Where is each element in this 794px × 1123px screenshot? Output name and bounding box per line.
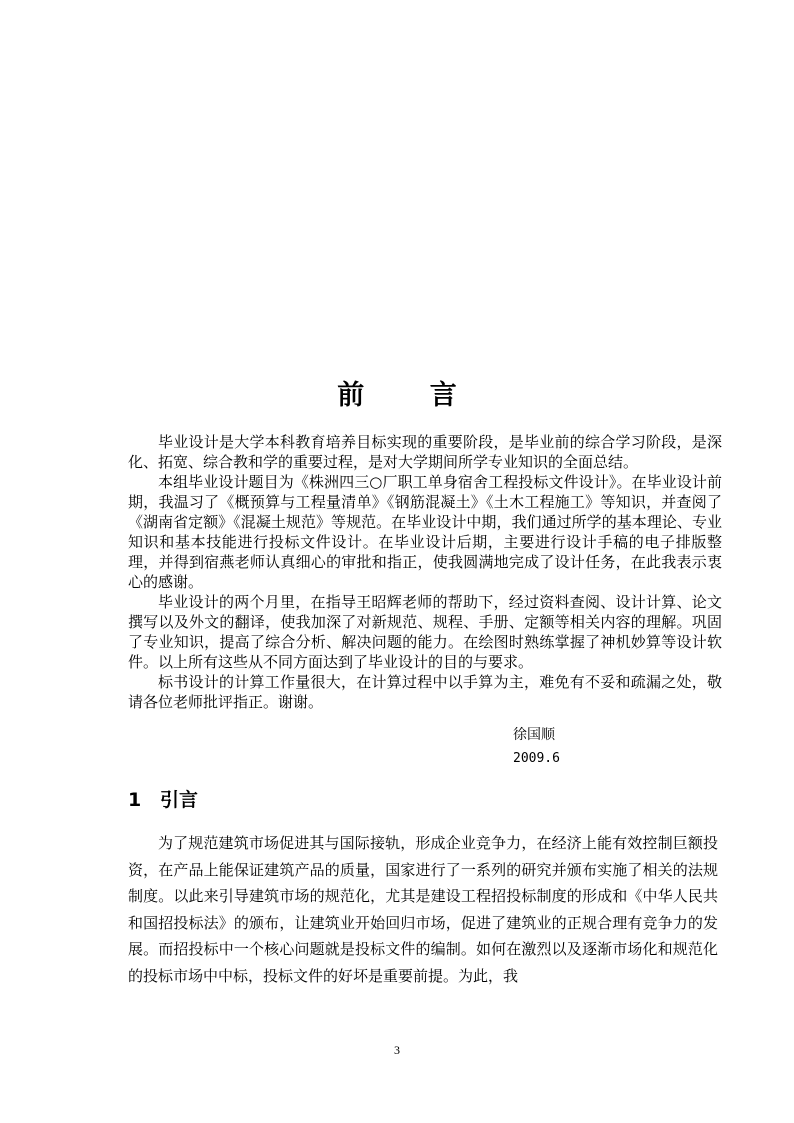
signature-block xyxy=(513,723,560,771)
preface-paragraph: 本组毕业设计题目为《株洲四三○厂职工单身宿舍工程投标文件设计》。在毕业设计前期，我温习了《概预算与工程量清单》《钢筋混凝土》《土木工程施工》等知识，并查阅了《湖南省定额》《混凝土规范》等规范。在毕业设计中期，我们通过所学的基本理论、专业知识和基本技能进行投标文件设计。在毕业设计后期，主要进行设计手稿的电子排版整理，并得到宿燕老师认真细心的审批和指正，使我圆满地完成了设计任务，在此我表示衷心的感谢。 xyxy=(128,473,722,591)
author-name: 徐国顺 xyxy=(513,727,555,743)
section-number: 1 xyxy=(128,789,142,811)
section-title: 引言 xyxy=(160,789,199,811)
preface-body xyxy=(128,432,722,712)
preface-paragraph: 毕业设计的两个月里，在指导王昭辉老师的帮助下，经过资料查阅、设计计算、论文撰写以及外文的翻译，使我加深了对新规范、规程、手册、定额等相关内容的理解。巩固了专业知识，提高了综合分析、解决问题的能力。在绘图时熟练掌握了神机妙算等设计软件。以上所有这些从不同方面达到了毕业设计的目的与要求。 xyxy=(128,593,722,671)
preface-paragraph: 标书设计的计算工作量很大，在计算过程中以手算为主，难免有不妥和疏漏之处，敬请各位老师批评指正。谢谢。 xyxy=(128,673,722,711)
intro-body xyxy=(128,830,718,989)
signature-date: 2009.6 xyxy=(513,751,560,766)
intro-paragraph: 为了规范建筑市场促进其与国际接轨，形成企业竞争力，在经济上能有效控制巨额投资，在产品上能保证建筑产品的质量，国家进行了一系列的研究并颁布实施了相关的法规制度。以此来引导建筑市场的规范化，尤其是建设工程招投标制度的形成和《中华人民共和国招投标法》的颁布，让建筑业开始回归市场，促进了建筑业的正规合理有竞争力的发展。而招投标中一个核心问题就是投标文件的编制。如何在激烈以及逐渐市场化和规范化的投标市场中中标，投标文件的好坏是重要前提。为此，我 xyxy=(128,834,718,985)
page-number: 3 xyxy=(394,1043,400,1057)
preface-paragraph: 毕业设计是大学本科教育培养目标实现的重要阶段，是毕业前的综合学习阶段，是深化、拓宽、综合教和学的重要过程，是对大学期间所学专业知识的全面总结。 xyxy=(128,433,722,471)
section-heading xyxy=(128,786,198,814)
preface-title: 前 言 xyxy=(337,380,485,411)
